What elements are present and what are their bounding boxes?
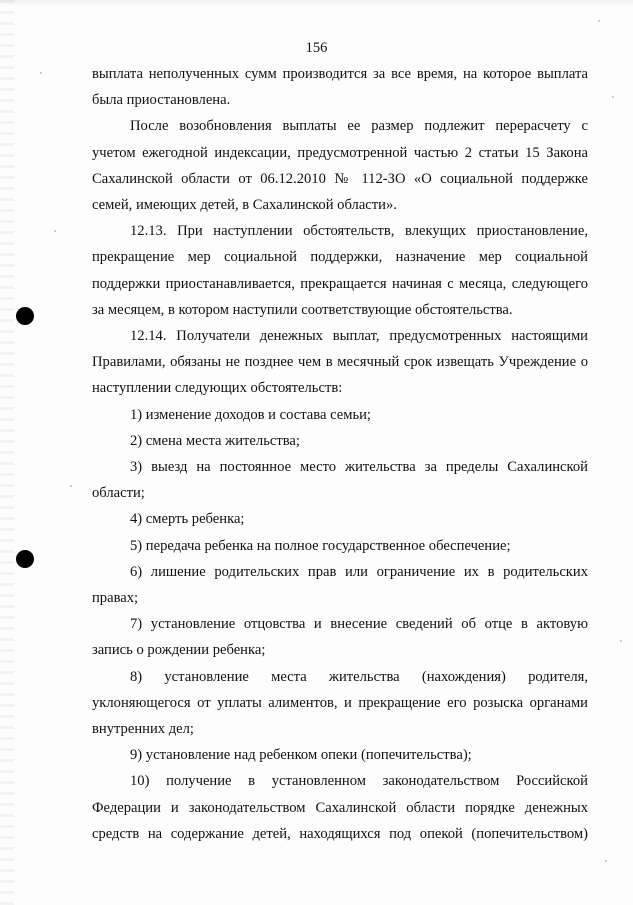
text-line: Правилами, обязаны не позднее чем в месячный срок извещать Учреждение о [92,354,588,371]
text-line: за месяцем, в котором наступили соответствующие обстоятельства. [92,301,513,318]
scan-left-edge [0,0,14,905]
text-line: 6) лишение родительских прав или ограничение их в родительских [130,563,588,580]
text-line: уклоняющегося от уплаты алиментов, и прекращение его розыска органами [92,694,588,711]
scan-speck [605,860,607,862]
text-line: выплата неполученных сумм производится за все время, на которое выплата [92,66,588,82]
document-body [92,61,588,847]
text-line: запись о рождении ребенка; [92,642,266,659]
scan-top-edge [0,0,633,6]
text-line: 7) установление отцовства и внесение сведений об отце в актовую [130,616,588,633]
scan-speck [620,640,622,642]
text-line: внутренних дел; [92,721,194,738]
text-line: После возобновления выплаты ее размер подлежит перерасчету с [130,118,588,135]
scan-speck [70,485,72,487]
text-line: 4) смерть ребенка; [130,511,245,528]
text-line: семей, имеющих детей, в Сахалинской области». [92,197,397,214]
text-line: 12.14. Получатели денежных выплат, предусмотренных настоящими [130,328,588,345]
text-line: 5) передача ребенка на полное государственное обеспечение; [130,537,511,554]
punch-hole [16,550,34,568]
text-line: правах; [92,590,139,607]
text-line: 3) выезд на постоянное место жительства за пределы Сахалинской [130,459,588,476]
text-line: была приостановлена. [92,92,231,109]
text-line: учетом ежегодной индексации, предусмотренной частью 2 статьи 15 Закона [92,144,588,161]
text-line: 10) получение в установленном законодательством Российской [130,773,588,790]
text-line: 2) смена места жительства; [130,432,300,449]
text-line: поддержки приостанавливается, прекращается начиная с месяца, следующего [92,275,588,292]
text-line: 1) изменение доходов и состава семьи; [130,406,371,423]
text-line: средств на содержание детей, находящихся под опекой (попечительством) [92,825,588,842]
text-line: Сахалинской области от 06.12.2010 № 112-ЗО «О социальной поддержке [92,170,588,187]
text-line: наступлении следующих обстоятельств: [92,380,343,397]
page-number: 156 [305,40,328,56]
punch-hole [16,307,34,325]
text-line: 12.13. При наступлении обстоятельств, влекущих приостановление, [130,223,588,240]
scan-speck [40,72,42,74]
text-line: прекращение мер социальной поддержки, назначение мер социальной [92,249,588,266]
scan-speck [612,96,614,98]
text-line: 9) установление над ребенком опеки (попечительства); [130,747,472,764]
text-line: 8) установление места жительства (нахождения) родителя, [130,668,588,685]
text-line: области; [92,485,145,502]
text-line: Федерации и законодательством Сахалинской области порядке денежных [92,799,588,816]
scan-speck [598,20,600,22]
scan-speck [54,230,56,232]
